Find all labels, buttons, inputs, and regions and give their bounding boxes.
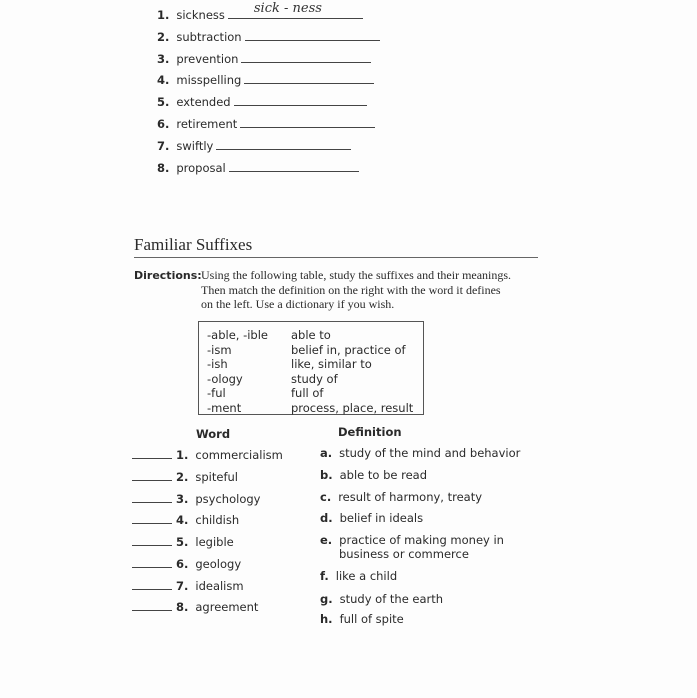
match-word: geology: [195, 557, 242, 571]
word-number: 3.: [176, 492, 189, 506]
definition-letter: e.: [320, 533, 333, 547]
match-word: childish: [195, 513, 240, 527]
answer-blank[interactable]: [132, 480, 172, 481]
item-number: 6.: [157, 117, 170, 131]
answer-blank[interactable]: [216, 148, 351, 150]
match-word-row: [132, 470, 238, 484]
answer-blank[interactable]: [132, 610, 172, 611]
definition-row: [320, 490, 482, 504]
word-number: 4.: [176, 513, 189, 527]
answer-blank[interactable]: [234, 104, 367, 106]
item-number: 1.: [157, 8, 170, 22]
definition-row: [320, 612, 404, 626]
exercise-item: [157, 52, 371, 66]
definition-letter: f.: [320, 569, 329, 583]
word-number: 7.: [176, 579, 189, 593]
exercise-item: [157, 30, 380, 44]
definition-text-cont: business or commerce: [339, 547, 469, 561]
item-word: prevention: [176, 52, 239, 66]
word-number: 5.: [176, 535, 189, 549]
item-word: sickness: [176, 8, 225, 22]
handwritten-answer: sick - ness: [253, 1, 322, 16]
exercise-item: [157, 73, 374, 87]
answer-blank[interactable]: [245, 39, 380, 41]
match-word-row: [132, 492, 260, 506]
exercise-item: [157, 1, 363, 22]
suffix: -ful: [207, 386, 226, 400]
definition-letter: a.: [320, 446, 333, 460]
match-word: psychology: [195, 492, 261, 506]
item-number: 4.: [157, 73, 170, 87]
definition-letter: d.: [320, 511, 333, 525]
word-number: 1.: [176, 448, 189, 462]
suffix: -able, -ible: [207, 328, 268, 342]
answer-blank[interactable]: [244, 82, 374, 84]
answer-blank[interactable]: [132, 589, 172, 590]
suffix: -ism: [207, 342, 232, 357]
definition-letter: c.: [320, 490, 332, 504]
suffix-meaning: process, place, result: [291, 400, 414, 415]
definition-text: practice of making money in: [339, 533, 504, 547]
directions-label: Directions:: [134, 269, 202, 282]
suffix-meaning: full of: [291, 386, 324, 400]
item-word: retirement: [176, 117, 238, 131]
answer-blank[interactable]: [132, 567, 172, 568]
definition-letter: h.: [320, 612, 333, 626]
suffix-table: [198, 321, 424, 415]
item-word: misspelling: [176, 73, 242, 87]
suffix-meaning: belief in, practice of: [291, 342, 406, 357]
match-word: legible: [195, 535, 234, 549]
answer-blank[interactable]: [228, 1, 363, 19]
definition-row: [320, 592, 443, 606]
definition-row: [320, 533, 504, 561]
suffix-meaning: like, similar to: [291, 357, 372, 371]
suffix-meaning: able to: [291, 328, 331, 342]
answer-blank[interactable]: [241, 61, 371, 63]
match-word: agreement: [195, 600, 259, 614]
item-number: 3.: [157, 52, 170, 66]
answer-blank[interactable]: [132, 502, 172, 503]
word-number: 2.: [176, 470, 189, 484]
match-word: idealism: [195, 579, 244, 593]
suffix: -ment: [207, 400, 242, 415]
answer-blank[interactable]: [240, 126, 375, 128]
match-word: spiteful: [195, 470, 238, 484]
exercise-item: [157, 95, 367, 109]
item-word: swiftly: [176, 139, 214, 153]
definition-text: like a child: [335, 569, 398, 583]
directions-line: on the left. Use a dictionary if you wish.: [201, 297, 395, 311]
match-word-row: [132, 600, 258, 614]
item-number: 2.: [157, 30, 170, 44]
match-word-row: [132, 513, 239, 527]
definition-row: [320, 468, 427, 482]
word-number: 6.: [176, 557, 189, 571]
definition-header: Definition: [338, 425, 402, 439]
definition-letter: b.: [320, 468, 333, 482]
item-number: 8.: [157, 161, 170, 175]
suffix-meaning: study of: [291, 371, 338, 386]
definition-text: full of spite: [339, 612, 404, 626]
match-word-row: [132, 448, 283, 462]
answer-blank[interactable]: [132, 523, 172, 524]
match-word-row: [132, 557, 241, 571]
answer-blank[interactable]: [229, 170, 359, 172]
definition-row: [320, 569, 397, 583]
suffix: -ish: [207, 357, 228, 371]
answer-blank[interactable]: [132, 545, 172, 546]
item-number: 5.: [157, 95, 170, 109]
definition-row: [320, 511, 423, 525]
exercise-item: [157, 139, 351, 153]
exercise-item: [157, 117, 375, 131]
directions-line: Using the following table, study the suffixes and their meanings.: [201, 268, 512, 282]
title-rule: [134, 257, 538, 258]
item-word: extended: [176, 95, 231, 109]
section-title: Familiar Suffixes: [134, 235, 253, 254]
definition-text: able to be read: [339, 468, 428, 482]
suffix: -ology: [207, 371, 243, 386]
directions-line: Then match the definition on the right with the word it defines: [201, 283, 501, 297]
definition-text: study of the earth: [339, 592, 444, 606]
item-word: subtraction: [176, 30, 242, 44]
match-word: commercialism: [195, 448, 283, 462]
word-number: 8.: [176, 600, 189, 614]
match-word-row: [132, 535, 234, 549]
word-header: Word: [196, 427, 231, 441]
definition-letter: g.: [320, 592, 333, 606]
definition-text: belief in ideals: [339, 511, 424, 525]
definition-text: study of the mind and behavior: [339, 446, 521, 460]
match-word-row: [132, 579, 244, 593]
exercise-item: [157, 161, 359, 175]
answer-blank[interactable]: [132, 458, 172, 459]
definition-text: result of harmony, treaty: [338, 490, 483, 504]
item-number: 7.: [157, 139, 170, 153]
definition-row: [320, 446, 520, 460]
item-word: proposal: [176, 161, 226, 175]
